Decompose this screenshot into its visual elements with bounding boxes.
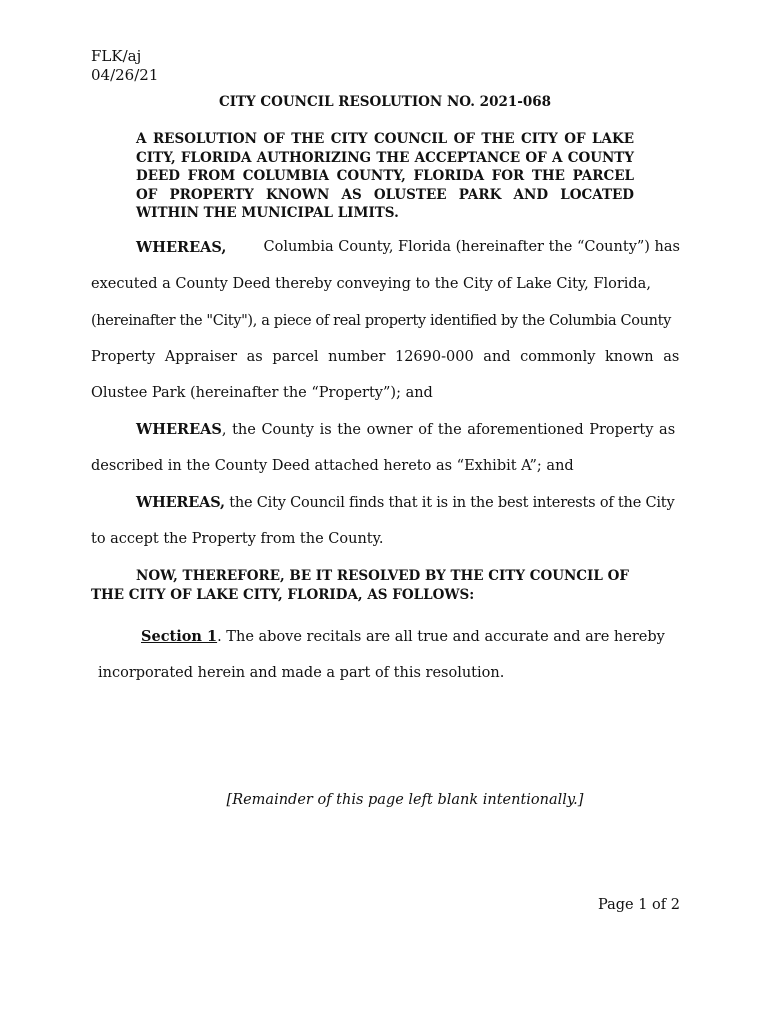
whereas-1-line-1 xyxy=(91,239,680,256)
whereas-1-line-3: (hereinafter the "City"), a piece of real property identified by the Columbia County xyxy=(91,313,671,329)
whereas-1-text-1: Columbia County, Florida (hereinafter the “County”) has xyxy=(263,239,680,255)
section-1-line-1 xyxy=(141,628,730,645)
whereas-3-line-2: to accept the Property from the County. xyxy=(91,531,384,547)
whereas-1-label: WHEREAS, xyxy=(136,239,227,256)
whereas-1-line-4: Property Appraiser as parcel number 12690-000 and commonly known as xyxy=(91,349,680,365)
whereas-1-line-2: executed a County Deed thereby conveying to the City of Lake City, Florida, xyxy=(91,276,651,292)
whereas-3-line-1 xyxy=(91,494,680,511)
whereas-2-text-1: , the County is the owner of the aforementioned Property as xyxy=(221,422,676,438)
whereas-2-label: WHEREAS xyxy=(136,421,222,438)
page-number: Page 1 of 2 xyxy=(598,897,680,913)
whereas-3-label: WHEREAS, xyxy=(136,494,225,511)
resolution-title: CITY COUNCIL RESOLUTION NO. 2021-068 xyxy=(218,94,552,110)
section-1-label: Section 1 xyxy=(141,628,218,645)
whereas-2-line-1 xyxy=(91,421,680,438)
whereas-1-line-5: Olustee Park (hereinafter the “Property”); and xyxy=(91,385,433,401)
now-therefore-line-2: THE CITY OF LAKE CITY, FLORIDA, AS FOLLOWS: xyxy=(91,586,475,603)
whereas-3-text-1: the City Council finds that it is in the best interests of the City xyxy=(229,495,675,511)
section-1-line-2: incorporated herein and made a part of this resolution. xyxy=(98,665,505,681)
section-1-text-1: . The above recitals are all true and accurate and are hereby xyxy=(217,629,665,645)
now-therefore-block xyxy=(91,567,651,604)
whereas-2-line-2: described in the County Deed attached hereto as “Exhibit A”; and xyxy=(91,458,574,474)
remainder-note: [Remainder of this page left blank intentionally.] xyxy=(226,792,584,808)
document-initials: FLK/aj xyxy=(91,47,142,65)
resolution-summary: A RESOLUTION OF THE CITY COUNCIL OF THE CITY OF LAKE CITY, FLORIDA AUTHORIZING THE ACCEPTANCE OF A COUNTY DEED FROM COLUMBIA COUNTY, FLORIDA FOR THE PARCEL OF PROPERTY KNOWN AS OLUSTEE PARK AND LOCATED WITHIN THE MUNICIPAL LIMITS. xyxy=(136,131,634,221)
document-date: 04/26/21 xyxy=(91,66,159,84)
now-therefore-line-1: NOW, THEREFORE, BE IT RESOLVED BY THE CITY COUNCIL OF xyxy=(136,568,629,584)
